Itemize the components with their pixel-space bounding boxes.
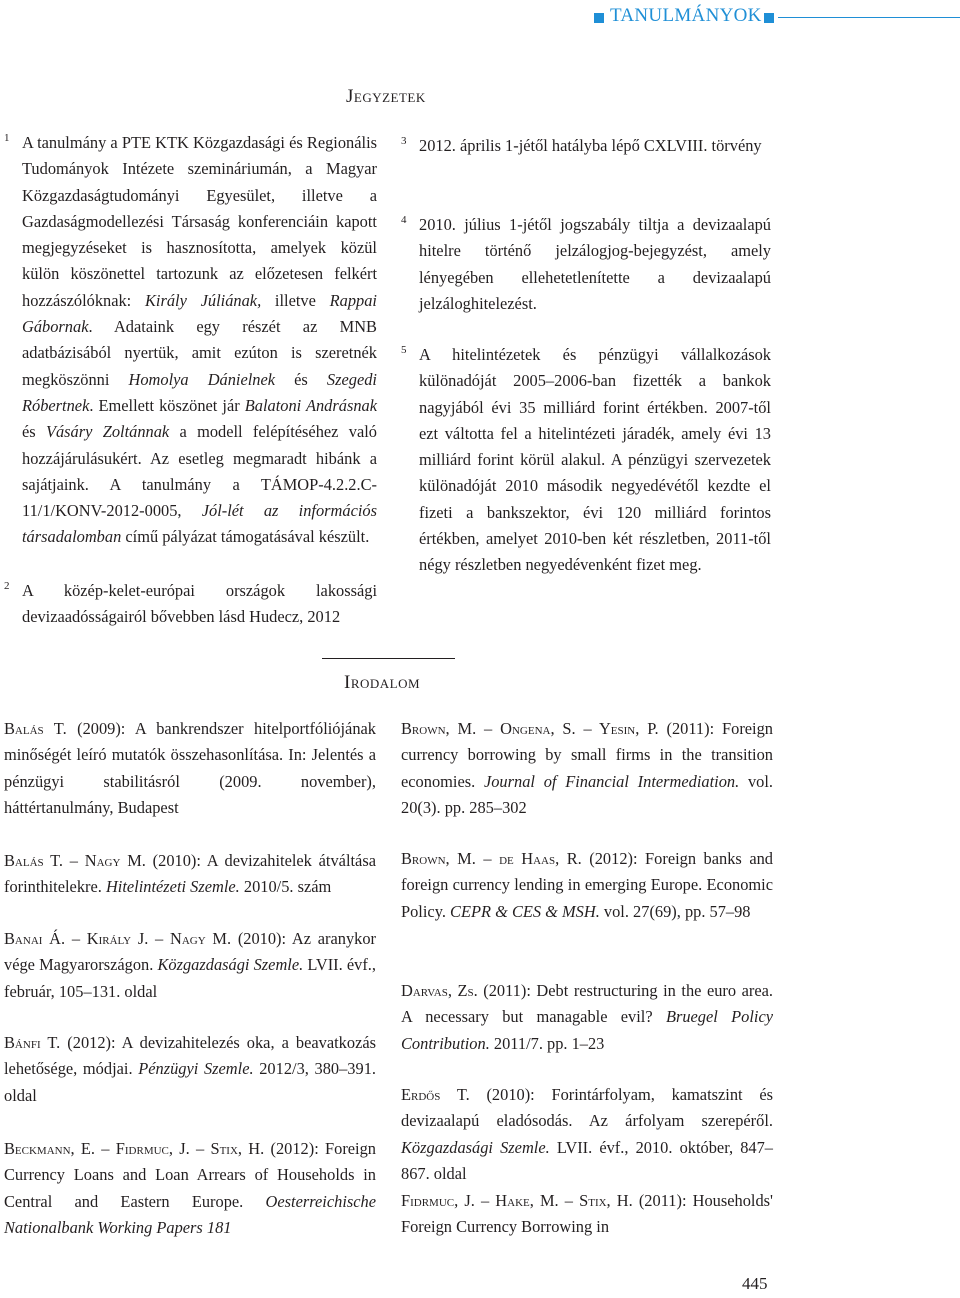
ref-source: Oesterreichische Nationalbank Working Papers 181 — [4, 1191, 376, 1237]
reference-entry — [4, 716, 376, 821]
note-italic: Szegedi Róbertnek — [22, 369, 377, 415]
footnote-number: 4 — [401, 214, 407, 226]
ref-text: (2011): Households' Foreign Currency Borrowing in — [401, 1191, 773, 1237]
running-header — [0, 4, 960, 28]
note-italic: Vásáry Zoltánnak — [45, 422, 170, 442]
ref-author: Beckmann, E. – Fidrmuc, J. – Stix, H. — [4, 1139, 265, 1158]
ref-author: Bánfi T. — [4, 1033, 61, 1052]
ref-text: LVII. évf., 2010. október, 847–867. oldal — [401, 1137, 774, 1183]
note-text: című pályázat támogatásával készült. — [121, 527, 370, 547]
ref-text: vol. 27(69), pp. 57–98 — [599, 901, 751, 921]
reference-entry — [401, 1082, 773, 1187]
reference-entry — [4, 926, 376, 1005]
ref-author: Balás T. – Nagy M. — [4, 851, 146, 870]
ref-text: (2011): Foreign currency borrowing by small firms in the transition economies. — [401, 719, 774, 791]
ref-author: Brown, M. – de Haas, R. — [401, 849, 582, 868]
section-divider — [322, 658, 455, 659]
ref-text: (2009): A bankrendszer hitelportfóliójának minőségét leíró mutatók összehasonlítása. In: Jelentés a pénzügyi stabilitásról (2009. november), háttértanulmány, Budapest — [4, 719, 377, 817]
note-text: a modell felépítéséhez való hozzájárulásukért. Az esetleg megmaradt hibánk a sajátjaink. A tanulmány a TÁMOP-4.2.2.C-11/1/KONV-2012-0005, — [22, 422, 377, 521]
note-italic: Balatoni Andrásnak — [244, 395, 377, 415]
note-text: A közép-kelet-európai országok lakossági devizaadósságairól bővebben lásd Hudecz, 2012 — [22, 581, 377, 627]
ref-source: Közgazdasági Szemle. — [401, 1137, 550, 1157]
notes-heading: Jegyzetek — [346, 86, 426, 107]
footnote-1 — [4, 130, 377, 551]
ref-source: Journal of Financial Intermediation. — [483, 771, 740, 791]
ref-text: 2010/5. szám — [239, 877, 332, 897]
note-text: 2012. április 1-jétől hatályba lépő CXLVIII. törvény — [419, 136, 762, 155]
section-label: TANULMÁNYOK — [610, 5, 762, 26]
ref-source: Hitelintézeti Szemle. — [105, 877, 240, 897]
ref-author: Darvas, Zs. — [401, 981, 478, 1000]
note-text: és — [22, 422, 46, 442]
ref-text: LVII. évf., február, 105–131. oldal — [4, 955, 376, 1001]
ref-source: CEPR & CES & MSH. — [450, 901, 600, 921]
footnote-number: 2 — [4, 580, 10, 592]
ref-text: (2010): A devizahitelek átváltása forinthitelekre. — [4, 851, 376, 897]
header-square-icon — [594, 13, 604, 23]
footnote-number: 5 — [401, 344, 407, 356]
reference-entry — [401, 1188, 773, 1241]
references-heading: Irodalom — [344, 672, 421, 693]
header-rule — [778, 17, 960, 18]
ref-source: Pénzügyi Szemle. — [138, 1059, 254, 1079]
footnote-number: 3 — [401, 135, 407, 147]
footnote-4 — [401, 212, 771, 317]
ref-text: vol. 20(3). pp. 285–302 — [401, 771, 773, 817]
ref-text: (2010): Az aranykor vége Magyarországon. — [4, 929, 376, 975]
note-italic: Rappai Gábornak — [22, 290, 377, 337]
note-text: A tanulmány a PTE KTK Közgazdasági és Regionális Tudományok Intézete szemináriumán, a Magyar Közgazdaságtudományi Egyesület, illetve a Gazdaságmodellezési Társaság konferenciáin kapott megjegyzéseket is hasznosította, amelyek közül külön köszönettel tartozunk az előzetesen felkért hozzászólóknak: — [22, 133, 377, 310]
ref-text: (2010): Forintárfolyam, kamatszint és devizaalapú eladósodás. Az árfolyam szerepéről. — [401, 1085, 773, 1131]
footnote-3 — [401, 133, 771, 159]
ref-text: 2011/7. pp. 1–23 — [489, 1033, 605, 1053]
footnote-2 — [4, 578, 377, 631]
note-italic: Jól-lét az információs társadalomban — [22, 501, 377, 547]
ref-author: Erdős T. — [401, 1085, 470, 1104]
ref-source: Közgazdasági Szemle. — [157, 955, 304, 975]
reference-entry — [401, 978, 773, 1057]
footnote-number: 1 — [4, 132, 10, 144]
note-text: . Emellett köszönet jár — [89, 395, 245, 415]
ref-author: Banai Á. – Király J. – Nagy M. — [4, 929, 232, 948]
header-square-icon — [764, 13, 774, 23]
ref-text: (2012): A devizahitelezés oka, a beavatkozás lehetősége, módjai. — [4, 1033, 376, 1079]
ref-text: (2012): Foreign banks and foreign currency lending in emerging Europe. Economic Policy. — [401, 849, 773, 921]
ref-text: (2012): Foreign Currency Loans and Loan Arrears of Households in Central and Eastern Europe. — [4, 1139, 377, 1211]
reference-entry — [401, 846, 773, 925]
note-italic: Király Júliának, — [144, 290, 262, 310]
note-text: illetve — [261, 290, 330, 310]
note-text: 2010. július 1-jétől jogszabály tiltja a devizaalapú hitelre történő jelzálogjog-bejegyzést, amely lényegében ellehetetlenítette a devizaalapú jelzáloghitelezést. — [419, 215, 771, 313]
ref-author: Brown, M. – Ongena, S. – Yesin, P. — [401, 719, 659, 738]
reference-entry — [4, 848, 376, 901]
footnote-5 — [401, 342, 771, 579]
page-number: 445 — [742, 1274, 768, 1293]
ref-author: Fidrmuc, J. – Hake, M. – Stix, H. — [401, 1191, 633, 1210]
ref-author: Balás T. — [4, 719, 67, 738]
note-text: és — [275, 369, 327, 389]
reference-entry — [4, 1030, 376, 1109]
reference-entry — [401, 716, 773, 821]
ref-text: 2012/3, 380–391. oldal — [4, 1059, 376, 1105]
note-text: A hitelintézetek és pénzügyi vállalkozások különadóját 2005–2006-ban fizették a bankok nagyjából évi 35 milliárd forint értékben. 2007-től ezt váltotta fel a hitelintézeti járadék, amely évi 13 milliárd forint körül alakul. A pénzügyi szervezetek különadóját 2010 második negyedévétől kezdte el fizeti a bankszektor, évi 120 milliárd forintos értékben, amelyet 2010-ben két részletben, 2011-től négy részletben negyedévenként fizet meg. — [419, 345, 771, 575]
reference-entry — [4, 1136, 376, 1241]
note-text: . Adataink egy részét az MNB adatbázisából nyertük, amit ezúton is szeretnék megköszönni — [22, 317, 377, 389]
ref-source: Bruegel Policy Contribution. — [401, 1007, 773, 1053]
ref-text: (2011): Debt restructuring in the euro area. A necessary but managable evil? — [401, 981, 774, 1027]
note-italic: Homolya Dánielnek — [128, 369, 276, 389]
